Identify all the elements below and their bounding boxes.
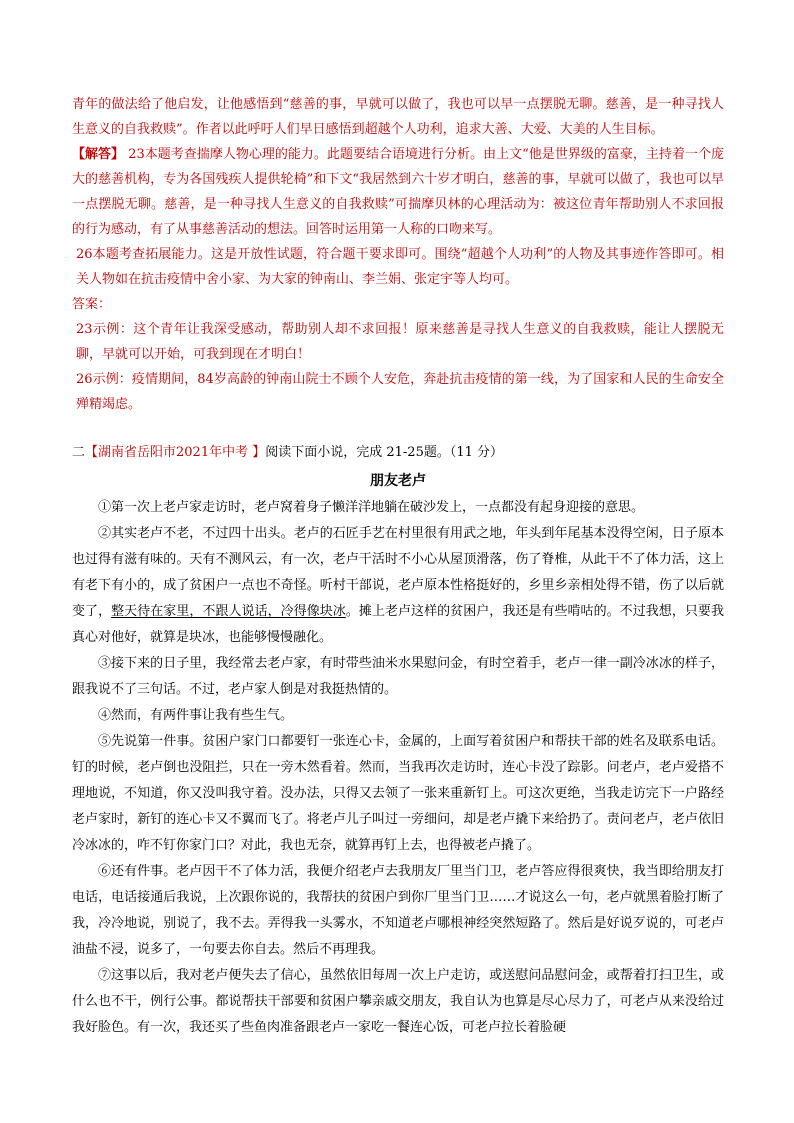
jieda-23-paragraph: [72, 142, 724, 242]
jieda-23-quote: 他是世界级的富豪: [528, 147, 633, 162]
heading-prefix: 二: [72, 445, 86, 460]
jieda-23-text-post: ，主持着一个庞大的慈善机构，专为各国残疾人提供轮椅”和下文“我居然到六十岁才明白，慈善的事，早就可以做了，我也可以早一点摆脱无聊。慈善，是一种寻找人生意义的自我救赎”可揣摩贝林的心理活动为：被这位青年帮助别人不求回报的行为感动，有了从事慈善活动的想法。回答时运用第一人称的口吻来写。: [72, 147, 724, 237]
jieda-26-text-pre: 26本题考查拓展能力。这是开放性试题，符合题干要求即可。围绕“: [76, 247, 468, 262]
heading-source: 【湖南省岳阳市2021年中考 】: [85, 445, 266, 460]
heading-instruction: 阅读下面小说，完成 21-25题。（11 分）: [265, 445, 504, 460]
answer-label: 答案：: [72, 297, 112, 312]
answer-23: 23示例：这个青年让我深受感动，帮助别人却不求回报！原来慈善是寻找人生意义的自我救赎，能让人摆脱无聊，早就可以开始，可我到现在才明白！: [76, 322, 724, 362]
story-paragraph-1: ①第一次上老卢家走访时，老卢窝着身子懒洋洋地躺在破沙发上，一点都没有起身迎接的意思。: [98, 500, 645, 515]
answer-26-pre: 26示例：疫情期间，: [76, 372, 198, 387]
answer-26: [72, 367, 724, 417]
story-title: 朋友老卢: [370, 473, 426, 489]
jieda-26-quote: 超越个人功利: [467, 247, 547, 262]
analysis-paragraph: 青年的做法给了他启发，让他感悟到“慈善的事，早就可以做了，我也可以早一点摆脱无聊。慈善，是一种寻找人生意义的自我救赎”。作者以此呼吁人们早日感悟到超越个人功利，追求大善、大爱、大美的人生目标。: [72, 97, 724, 137]
story-paragraph-5: ⑤先说第一件事。贫困户家门口都要钉一张连心卡，金属的，上面写着贫困户和帮扶干部的姓名及联系电话。钉的时候，老卢倒也没阻拦，只在一旁木然看着。然而，当我再次走访时，连心卡没了踪影。问老卢，老卢爱搭不理地说，不知道，你又没叫我守着。没办法，只得又去领了一张来重新钉上。可这次更绝，当我走访完下一户路经老卢家时，新钉的连心卡又不翼而飞了。将老卢儿子叫过一旁细问，却是老卢撬下来给扔了。责问老卢，老卢依旧冷冰冰的，咋不钉你家门口？对此，我也无奈，就算再钉上去，也得被老卢撬了。: [72, 734, 724, 853]
story-body: [72, 495, 724, 1041]
story-paragraph-2: [72, 521, 724, 651]
story-paragraph-7: ⑦这事以后，我对老卢便失去了信心，虽然依旧每周一次上户走访，或送慰问品慰问金，或帮着打扫卫生，或什么也不干，例行公事。都说帮扶干部要和贫困户攀亲戚交朋友，我自认为也算是尽心尽力了，可老卢从来没给过我好脸色。有一次，我还买了些鱼肉准备跟老卢一家吃一餐连心饭，可老卢拉长着脸硬: [72, 968, 724, 1035]
document-page: [72, 92, 724, 1041]
jieda-26-text-post: ”的人物及其事迹作答即可。相关人物如在抗击疫情中舍小家、为大家的钟南山、李兰娟、张定宇等人均可。: [76, 247, 724, 287]
paragraph-2-pre: ②其实老卢不老，不过四十出头。老卢的石匠手艺在村里很有用武之地，年头到年尾基本没得空闲，日子原本也过得有滋有味的。天有不测风云，有一次，老卢干活时不小心从屋顶滑落，伤了脊椎，从此干不了体力活，这上有老下有小的，成了贫困户一点也不奇怪。听村干部说，老卢原本性格挺好的，乡里乡亲相处得不错，伤了以后就变了，: [72, 526, 724, 619]
analysis-section: [72, 92, 724, 417]
story-paragraph-3: ③接下来的日子里，我经常去老卢家，有时带些油米水果慰问金，有时空着手，老卢一律一副冷冰冰的样子，跟我说不了三句话。不过，老卢家人倒是对我挺热情的。: [72, 656, 724, 697]
jieda-23-text-pre: 23本题考查揣摩人物心理的能力。此题要结合语境进行分析。由上文“: [124, 147, 529, 162]
answer-26-number: 84: [197, 372, 214, 387]
story-paragraph-6: ⑥还有件事。老卢因干不了体力活，我便介绍老卢去我朋友厂里当门卫，老卢答应得很爽快，我当即给朋友打电话，电话接通后我说，上次跟你说的，我帮扶的贫困户到你厂里当门卫……才说这么一句，老卢就黑着脸打断了我，冷冷地说，别说了，我不去。弄得我一头雾水，不知道老卢哪根神经突然短路了。然后是好说歹说的，可老卢油盐不浸，说多了，一句要去你自去。然后不再理我。: [72, 864, 724, 957]
story-paragraph-4: ④然而，有两件事让我有些生气。: [98, 708, 294, 723]
question-heading: [72, 440, 724, 465]
answer-26-post: 岁高龄的钟南山院士不顾个人安危，奔赴抗击疫情的第一线，为了国家和人民的生命安全殚精竭虑。: [76, 372, 724, 412]
jieda-label: 【解答】: [72, 147, 125, 162]
underlined-sentence: 整天待在家里，不跟人说话，冷得像块冰: [111, 604, 346, 619]
paragraph-2-post: 。摊上老卢这样的贫困户，我还是有些啃咕的。不过我想，只要我真心对他好，就算是块冰，也能够慢慢融化。: [72, 604, 724, 645]
jieda-26-paragraph: [72, 242, 724, 292]
